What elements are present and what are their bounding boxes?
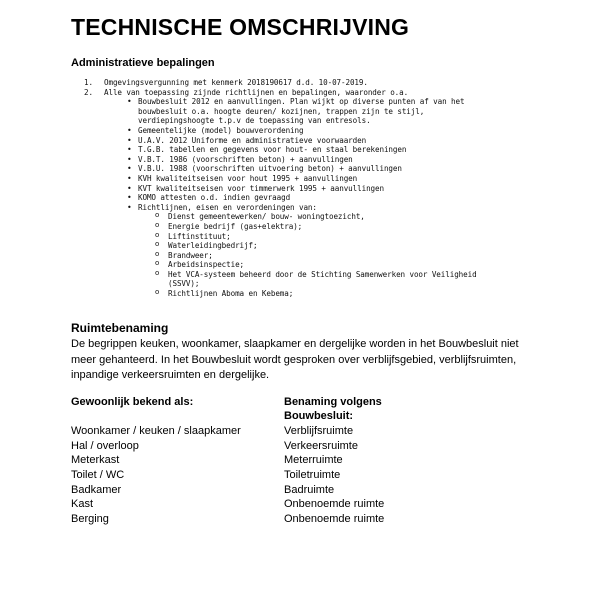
table-cell-bouwbesluit-name: Verblijfsruimte (284, 425, 354, 437)
section-heading-ruimtebenaming: Ruimtebenaming (71, 321, 169, 335)
numbered-item (84, 88, 504, 98)
table-row (71, 439, 471, 454)
bullet-item: • KOMO attesten o.d. indien gevraagd (84, 193, 504, 203)
table-header-col1: Gewoonlijk bekend als: (71, 396, 194, 408)
bullet-item: • T.G.B. tabellen en gegevens voor hout- en staal berekeningen (84, 145, 504, 155)
table-cell-common-name: Berging (71, 513, 109, 526)
bullet-item: • Gemeentelijke (model) bouwverordening (84, 126, 504, 136)
sub-item: o Dienst gemeentewerken/ bouw- woningtoezicht, (84, 212, 504, 222)
table-row (71, 453, 471, 468)
table-cell-bouwbesluit-name: Onbenoemde ruimte (284, 498, 385, 511)
authority-sub-list (84, 212, 504, 298)
sub-item: o Richtlijnen Aboma en Kebema; (84, 289, 504, 299)
table-cell-bouwbesluit-name: Badruimte (284, 483, 335, 496)
table-row (71, 497, 471, 512)
sub-item: o Brandweer; (84, 251, 504, 261)
table-cell-bouwbesluit-name: Meterruimte (284, 454, 343, 467)
bullet-item: • Bouwbesluit 2012 en aanvullingen. Plan wijkt op diverse punten af van het bouwbesluit o.a. hoogte deuren/ kozijnen, trappen zijn te stijl, verdiepingshoogte t.p.v de toepassing van entresols. (84, 97, 504, 126)
bullet-item: • U.A.V. 2012 Uniforme en administratieve voorwaarden (84, 136, 504, 146)
table-row (71, 468, 471, 483)
bullet-item: • V.B.T. 1986 (voorschriften beton) + aanvullingen (84, 155, 504, 165)
table-header-col2-line1: Benaming volgens (284, 396, 382, 408)
table-row (71, 424, 471, 439)
item-number: 1. (84, 78, 93, 87)
table-header-col2-line2: Bouwbesluit: (284, 410, 354, 422)
table-cell-bouwbesluit-name: Verkeersruimte (284, 439, 358, 452)
table-cell-common-name: Toilet / WC (71, 469, 125, 482)
item-number: 2. (84, 87, 93, 97)
table-cell-common-name: Meterkast (71, 454, 120, 467)
numbered-item (84, 78, 504, 88)
table-cell-common-name: Badkamer (71, 483, 122, 496)
table-cell-common-name: Woonkamer / keuken / slaapkamer (71, 425, 241, 437)
section-heading-administratief: Administratieve bepalingen (71, 57, 215, 69)
section-paragraph: De begrippen keuken, woonkamer, slaapkamer en dergelijke worden in het Bouwbesluit niet meer gehanteerd. In het Bouwbesluit wordt gesproken over verblijfsgebied, verblijfsruimten, inpandige verkeersruimten en dergelijke. (71, 338, 519, 381)
table-row (71, 512, 471, 527)
item-text: Alle van toepassing zijnde richtlijnen en bepalingen, waaronder o.a. (104, 87, 409, 97)
sub-item: o Waterleidingbedrijf; (84, 241, 504, 251)
sub-item: o Energie bedrijf (gas+elektra); (84, 222, 504, 232)
document-title: TECHNISCHE OMSCHRIJVING (71, 14, 410, 40)
room-name-table (71, 424, 471, 527)
bullet-item: • KVH kwaliteitseisen voor hout 1995 + aanvullingen (84, 174, 504, 184)
sub-item: o Het VCA-systeem beheerd door de Stichting Samenwerken voor Veiligheid (SSVV); (84, 270, 504, 289)
bullet-item: • KVT kwaliteitseisen voor timmerwerk 1995 + aanvullingen (84, 184, 504, 194)
bullet-item: • V.B.U. 1988 (voorschriften uitvoering beton) + aanvullingen (84, 164, 504, 174)
scanned-requirements-list (84, 78, 504, 299)
sub-item: o Liftinstituut; (84, 232, 504, 242)
table-cell-common-name: Kast (71, 498, 94, 511)
table-cell-common-name: Hal / overloop (71, 439, 139, 452)
bullet-item: • Richtlijnen, eisen en verordeningen van: (84, 203, 504, 213)
table-cell-bouwbesluit-name: Toiletruimte (284, 469, 341, 482)
regulation-bullet-list (84, 97, 504, 212)
table-row (71, 483, 471, 498)
table-cell-bouwbesluit-name: Onbenoemde ruimte (284, 513, 385, 526)
table-header-col2 (284, 395, 382, 423)
sub-item: o Arbeidsinspectie; (84, 260, 504, 270)
item-text: Omgevingsvergunning met kenmerk 2018190617 d.d. 10-07-2019. (104, 78, 368, 87)
